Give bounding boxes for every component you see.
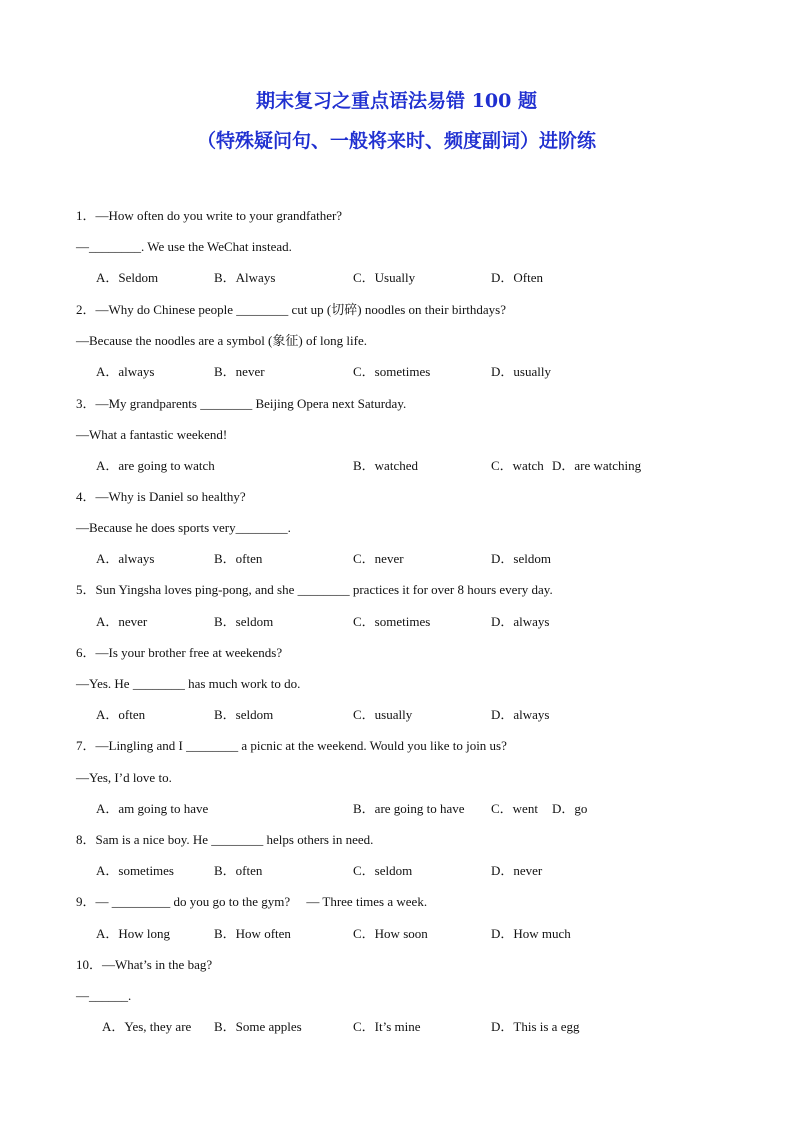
question-7-stem: 7．—Lingling and I ________ a picnic at the weekend. Would you like to join us? [76, 738, 507, 753]
question-3-option-d[interactable]: D．are watching [552, 458, 642, 473]
question-4-reply: —Because he does sports very________. [76, 520, 291, 535]
question-10-option-d[interactable]: D．This is a egg [491, 1019, 580, 1034]
question-10-reply: —______. [76, 988, 132, 1003]
question-5-stem: 5．Sun Yingsha loves ping-pong, and she ________ practices it for over 8 hours every day. [76, 582, 553, 597]
question-8-option-a[interactable]: A．sometimes [96, 863, 174, 878]
question-6-option-a[interactable]: A．often [96, 707, 146, 722]
question-10-stem: 10．—What’s in the bag? [76, 957, 213, 972]
question-6-reply: —Yes. He ________ has much work to do. [76, 676, 301, 691]
question-9-stem: 9．— _________ do you go to the gym? — Three times a week. [76, 894, 428, 909]
question-4-option-a[interactable]: A．always [96, 551, 155, 566]
question-3-reply: —What a fantastic weekend! [76, 427, 228, 442]
question-5-option-a[interactable]: A．never [96, 614, 148, 629]
question-7-option-a[interactable]: A．am going to have [96, 801, 209, 816]
question-4-option-c[interactable]: C．never [353, 551, 404, 566]
question-8-option-b[interactable]: B．often [214, 863, 263, 878]
question-7-option-d[interactable]: D．go [552, 801, 588, 816]
question-7-option-c[interactable]: C．went [491, 801, 538, 816]
question-3-option-a[interactable]: A．are going to watch [96, 458, 215, 473]
question-2-stem: 2．—Why do Chinese people ________ cut up (切碎) noodles on their birthdays? [76, 302, 507, 317]
question-5-option-d[interactable]: D．always [491, 614, 550, 629]
question-9-option-d[interactable]: D．How much [491, 926, 571, 941]
question-4-stem: 4．—Why is Daniel so healthy? [76, 489, 246, 504]
question-8-option-d[interactable]: D．never [491, 863, 543, 878]
question-8-stem: 8．Sam is a nice boy. He ________ helps others in need. [76, 832, 374, 847]
question-10-option-b[interactable]: B．Some apples [214, 1019, 302, 1034]
question-9-option-b[interactable]: B．How often [214, 926, 291, 941]
question-2-option-c[interactable]: C．sometimes [353, 364, 431, 379]
question-1-option-a[interactable]: A．Seldom [96, 270, 159, 285]
page-subtitle: （特殊疑问句、一般将来时、频度副词）进阶练 [196, 130, 596, 152]
question-2-option-b[interactable]: B．never [214, 364, 265, 379]
question-1-stem: 1．—How often do you write to your grandfather? [76, 208, 343, 223]
question-9-option-a[interactable]: A．How long [96, 926, 171, 941]
question-9-option-c[interactable]: C．How soon [353, 926, 428, 941]
question-2-reply: —Because the noodles are a symbol (象征) of long life. [76, 333, 367, 348]
question-7-reply: —Yes, I’d love to. [76, 770, 172, 785]
question-6-stem: 6．—Is your brother free at weekends? [76, 645, 283, 660]
question-6-option-b[interactable]: B．seldom [214, 707, 274, 722]
question-7-option-b[interactable]: B．are going to have [353, 801, 465, 816]
question-10-option-a[interactable]: A．Yes, they are [102, 1019, 192, 1034]
question-6-option-c[interactable]: C．usually [353, 707, 413, 722]
question-5-option-b[interactable]: B．seldom [214, 614, 274, 629]
question-1-option-c[interactable]: C．Usually [353, 270, 416, 285]
question-10-option-c[interactable]: C．It’s mine [353, 1019, 421, 1034]
question-4-option-b[interactable]: B．often [214, 551, 263, 566]
page-title: 期末复习之重点语法易错 100 题 [256, 90, 537, 112]
question-5-option-c[interactable]: C．sometimes [353, 614, 431, 629]
question-1-option-d[interactable]: D．Often [491, 270, 543, 285]
question-4-option-d[interactable]: D．seldom [491, 551, 551, 566]
question-3-option-b[interactable]: B．watched [353, 458, 418, 473]
question-3-stem: 3．—My grandparents ________ Beijing Opera next Saturday. [76, 396, 407, 411]
question-2-option-a[interactable]: A．always [96, 364, 155, 379]
question-8-option-c[interactable]: C．seldom [353, 863, 413, 878]
question-1-reply: —________. We use the WeChat instead. [76, 239, 292, 254]
question-1-option-b[interactable]: B．Always [214, 270, 276, 285]
question-3-option-c[interactable]: C．watch [491, 458, 544, 473]
question-2-option-d[interactable]: D．usually [491, 364, 551, 379]
question-6-option-d[interactable]: D．always [491, 707, 550, 722]
